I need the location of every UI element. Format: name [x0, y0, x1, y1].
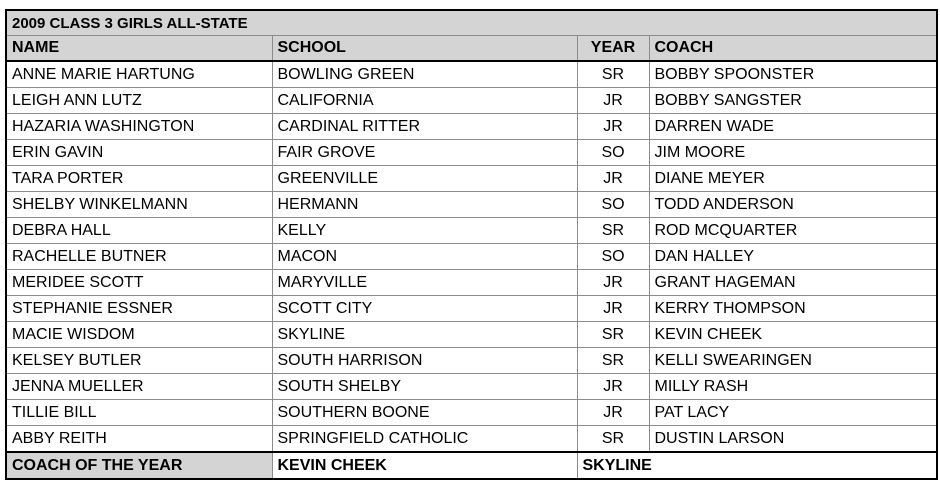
table-row	[6, 166, 937, 192]
cell-year: SO	[577, 140, 649, 166]
cell-school: CALIFORNIA	[272, 88, 577, 114]
cell-school: MACON	[272, 244, 577, 270]
table-row	[6, 218, 937, 244]
table-title: 2009 CLASS 3 GIRLS ALL-STATE	[6, 10, 937, 36]
table-row	[6, 296, 937, 322]
cell-coach: MILLY RASH	[649, 374, 937, 400]
header-coach: COACH	[649, 36, 937, 62]
footer-label: COACH OF THE YEAR	[6, 452, 272, 479]
cell-coach: DAN HALLEY	[649, 244, 937, 270]
cell-year: SR	[577, 322, 649, 348]
cell-coach: DIANE MEYER	[649, 166, 937, 192]
cell-school: BOWLING GREEN	[272, 61, 577, 88]
cell-school: SCOTT CITY	[272, 296, 577, 322]
cell-name: TARA PORTER	[6, 166, 272, 192]
coach-of-the-year-row	[6, 452, 937, 479]
table-row	[6, 140, 937, 166]
cell-school: SKYLINE	[272, 322, 577, 348]
cell-school: HERMANN	[272, 192, 577, 218]
cell-name: HAZARIA WASHINGTON	[6, 114, 272, 140]
cell-year: SR	[577, 61, 649, 88]
table-row	[6, 400, 937, 426]
cell-name: MACIE WISDOM	[6, 322, 272, 348]
cell-year: SR	[577, 218, 649, 244]
table-row	[6, 61, 937, 88]
all-state-table-container	[5, 9, 936, 480]
cell-coach: DARREN WADE	[649, 114, 937, 140]
cell-coach: BOBBY SPOONSTER	[649, 61, 937, 88]
cell-coach: JIM MOORE	[649, 140, 937, 166]
cell-school: CARDINAL RITTER	[272, 114, 577, 140]
cell-year: JR	[577, 88, 649, 114]
cell-year: SO	[577, 192, 649, 218]
cell-school: FAIR GROVE	[272, 140, 577, 166]
cell-name: ANNE MARIE HARTUNG	[6, 61, 272, 88]
cell-school: SOUTHERN BOONE	[272, 400, 577, 426]
cell-name: ERIN GAVIN	[6, 140, 272, 166]
cell-coach: DUSTIN LARSON	[649, 426, 937, 453]
cell-coach: KEVIN CHEEK	[649, 322, 937, 348]
cell-year: JR	[577, 166, 649, 192]
cell-coach: GRANT HAGEMAN	[649, 270, 937, 296]
table-row	[6, 374, 937, 400]
cell-name: JENNA MUELLER	[6, 374, 272, 400]
footer-coach: KEVIN CHEEK	[272, 452, 577, 479]
table-row	[6, 348, 937, 374]
cell-name: DEBRA HALL	[6, 218, 272, 244]
table-row	[6, 114, 937, 140]
footer-school: SKYLINE	[577, 452, 937, 479]
cell-name: ABBY REITH	[6, 426, 272, 453]
cell-year: SR	[577, 426, 649, 453]
cell-coach: BOBBY SANGSTER	[649, 88, 937, 114]
cell-school: MARYVILLE	[272, 270, 577, 296]
cell-year: JR	[577, 400, 649, 426]
cell-name: STEPHANIE ESSNER	[6, 296, 272, 322]
header-school: SCHOOL	[272, 36, 577, 62]
table-title-row	[6, 10, 937, 36]
table-body	[6, 10, 937, 479]
cell-school: SPRINGFIELD CATHOLIC	[272, 426, 577, 453]
table-row	[6, 244, 937, 270]
cell-coach: ROD MCQUARTER	[649, 218, 937, 244]
cell-year: SO	[577, 244, 649, 270]
cell-school: GREENVILLE	[272, 166, 577, 192]
cell-year: JR	[577, 374, 649, 400]
cell-school: SOUTH SHELBY	[272, 374, 577, 400]
table-row	[6, 270, 937, 296]
table-header-row	[6, 36, 937, 62]
cell-year: JR	[577, 296, 649, 322]
table-row	[6, 322, 937, 348]
cell-coach: KERRY THOMPSON	[649, 296, 937, 322]
cell-name: KELSEY BUTLER	[6, 348, 272, 374]
cell-school: SOUTH HARRISON	[272, 348, 577, 374]
cell-year: JR	[577, 270, 649, 296]
all-state-table	[5, 9, 938, 480]
cell-name: SHELBY WINKELMANN	[6, 192, 272, 218]
table-row	[6, 88, 937, 114]
cell-coach: PAT LACY	[649, 400, 937, 426]
cell-year: JR	[577, 114, 649, 140]
cell-coach: KELLI SWEARINGEN	[649, 348, 937, 374]
cell-name: LEIGH ANN LUTZ	[6, 88, 272, 114]
cell-name: RACHELLE BUTNER	[6, 244, 272, 270]
cell-school: KELLY	[272, 218, 577, 244]
cell-year: SR	[577, 348, 649, 374]
table-row	[6, 426, 937, 453]
cell-name: MERIDEE SCOTT	[6, 270, 272, 296]
header-name: NAME	[6, 36, 272, 62]
cell-name: TILLIE BILL	[6, 400, 272, 426]
cell-coach: TODD ANDERSON	[649, 192, 937, 218]
header-year: YEAR	[577, 36, 649, 62]
table-row	[6, 192, 937, 218]
